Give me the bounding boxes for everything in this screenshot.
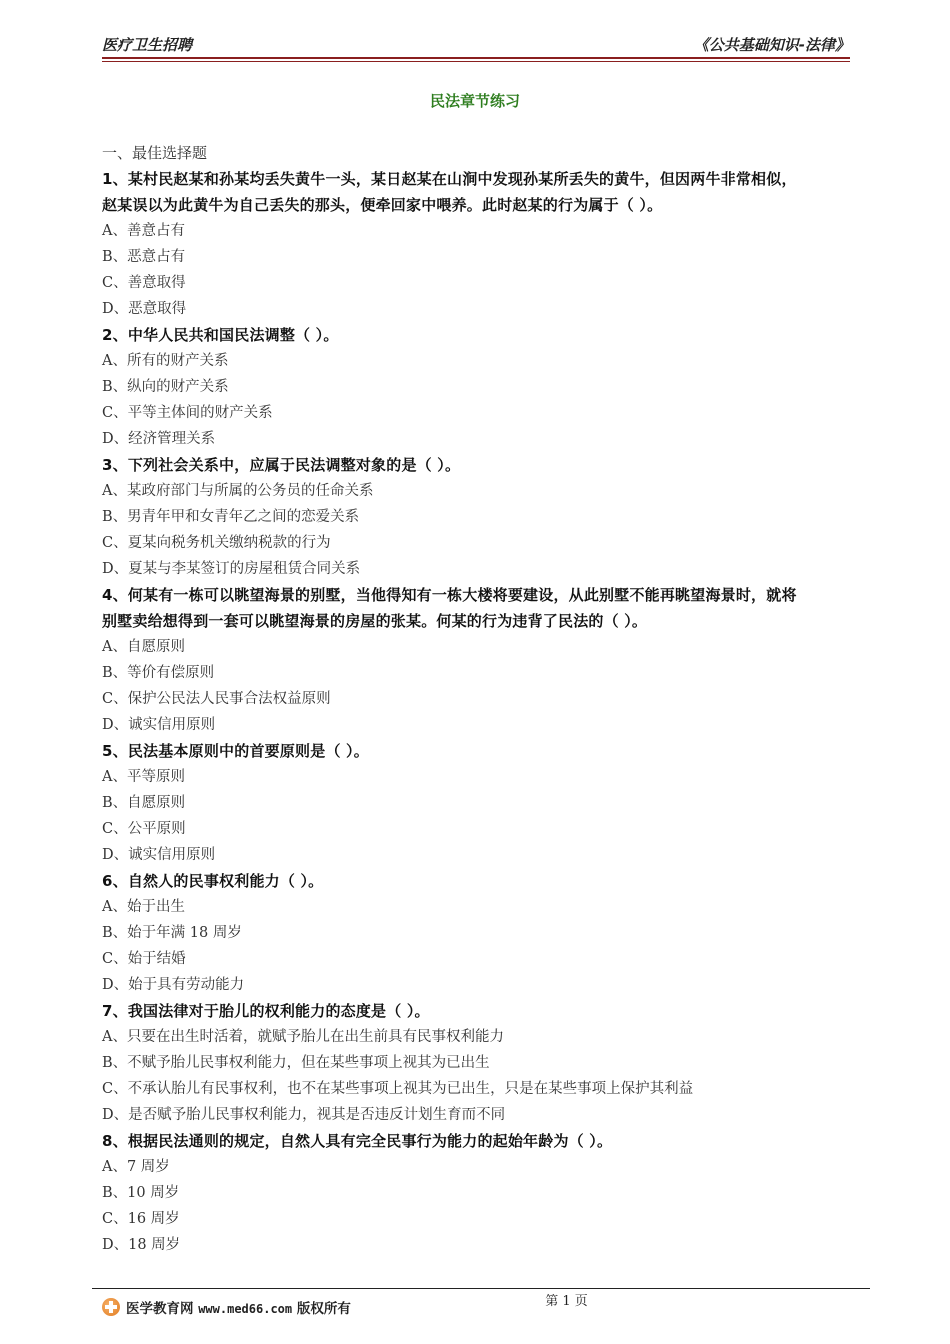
header-rule: [102, 57, 850, 59]
option-c: C、不承认胎儿有民事权利，也不在某些事项上视其为已出生，只是在某些事项上保护其利益: [102, 1081, 694, 1097]
option-a: A、7 周岁: [102, 1159, 170, 1175]
option-c: C、善意取得: [102, 275, 186, 291]
medical-cross-logo-icon: [102, 1298, 120, 1316]
option-a: A、始于出生: [102, 899, 185, 915]
option-d: D、诚实信用原则: [102, 717, 216, 733]
question-text: 1、某村民赵某和孙某均丢失黄牛一头，某日赵某在山涧中发现孙某所丢失的黄牛，但因两牛非常相似，: [102, 170, 797, 188]
header-rule-thin: [102, 61, 850, 62]
question-text: 4、何某有一栋可以眺望海景的别墅，当他得知有一栋大楼将要建设，从此别墅不能再眺望海景时，就将: [102, 586, 797, 604]
question-text: 2、中华人民共和国民法调整（ ）。: [102, 326, 339, 344]
section-heading: 一、最佳选择题: [102, 144, 208, 162]
header-right-text: 《公共基础知识-法律》: [693, 36, 850, 54]
option-a: A、善意占有: [102, 223, 185, 239]
question-2: [102, 322, 854, 452]
option-d: D、夏某与李某签订的房屋租赁合同关系: [102, 561, 361, 577]
option-d: D、是否赋予胎儿民事权利能力，视其是否违反计划生育而不同: [102, 1107, 506, 1123]
page-title: 民法章节练习: [429, 92, 520, 110]
question-1: [102, 166, 854, 322]
option-a: A、只要在出生时活着，就赋予胎儿在出生前具有民事权利能力: [102, 1029, 504, 1045]
question-list: [102, 140, 854, 1258]
question-6: [102, 868, 854, 998]
question-text: 5、民法基本原则中的首要原则是（ ）。: [102, 742, 369, 760]
question-text: 赵某误以为此黄牛为自己丢失的那头，便牵回家中喂养。此时赵某的行为属于（ ）。: [102, 196, 663, 214]
question-4: [102, 582, 854, 738]
option-b: B、不赋予胎儿民事权利能力，但在某些事项上视其为已出生: [102, 1055, 490, 1071]
question-5: [102, 738, 854, 868]
option-a: A、自愿原则: [102, 639, 185, 655]
footer-brand[interactable]: [102, 1296, 351, 1318]
option-a: A、所有的财产关系: [102, 353, 229, 369]
option-b: B、男青年甲和女青年乙之间的恋爱关系: [102, 509, 360, 525]
option-c: C、保护公民法人民事合法权益原则: [102, 691, 331, 707]
option-b: B、10 周岁: [102, 1185, 180, 1201]
question-text: 3、下列社会关系中，应属于民法调整对象的是（ ）。: [102, 456, 461, 474]
question-text: 8、根据民法通则的规定，自然人具有完全民事行为能力的起始年龄为（ ）。: [102, 1132, 613, 1150]
page-header: [102, 30, 850, 56]
page-number: 第 1 页: [545, 1294, 588, 1309]
header-left-text: 医疗卫生招聘: [102, 36, 193, 54]
option-d: D、诚实信用原则: [102, 847, 216, 863]
option-d: D、始于具有劳动能力: [102, 977, 245, 993]
option-d: D、18 周岁: [102, 1237, 181, 1253]
brand-url[interactable]: www.med66.com: [198, 1302, 293, 1316]
option-c: C、始于结婚: [102, 951, 186, 967]
option-d: D、经济管理关系: [102, 431, 216, 447]
copyright-text: 版权所有: [296, 1301, 351, 1317]
option-c: C、16 周岁: [102, 1211, 180, 1227]
option-b: B、恶意占有: [102, 249, 186, 265]
option-b: B、等价有偿原则: [102, 665, 215, 681]
option-d: D、恶意取得: [102, 301, 187, 317]
question-8: [102, 1128, 854, 1258]
question-3: [102, 452, 854, 582]
option-c: C、公平原则: [102, 821, 186, 837]
question-text: 6、自然人的民事权利能力（ ）。: [102, 872, 324, 890]
question-text: 7、我国法律对于胎儿的权利能力的态度是（ ）。: [102, 1002, 430, 1020]
option-b: B、始于年满 18 周岁: [102, 925, 242, 941]
question-7: [102, 998, 854, 1128]
option-c: C、夏某向税务机关缴纳税款的行为: [102, 535, 331, 551]
footer-rule: [92, 1288, 870, 1289]
brand-name: 医学教育网: [126, 1301, 194, 1317]
option-a: A、某政府部门与所属的公务员的任命关系: [102, 483, 374, 499]
question-text: 别墅卖给想得到一套可以眺望海景的房屋的张某。何某的行为违背了民法的（ ）。: [102, 612, 648, 630]
option-a: A、平等原则: [102, 769, 185, 785]
option-c: C、平等主体间的财产关系: [102, 405, 273, 421]
option-b: B、自愿原则: [102, 795, 186, 811]
option-b: B、纵向的财产关系: [102, 379, 229, 395]
